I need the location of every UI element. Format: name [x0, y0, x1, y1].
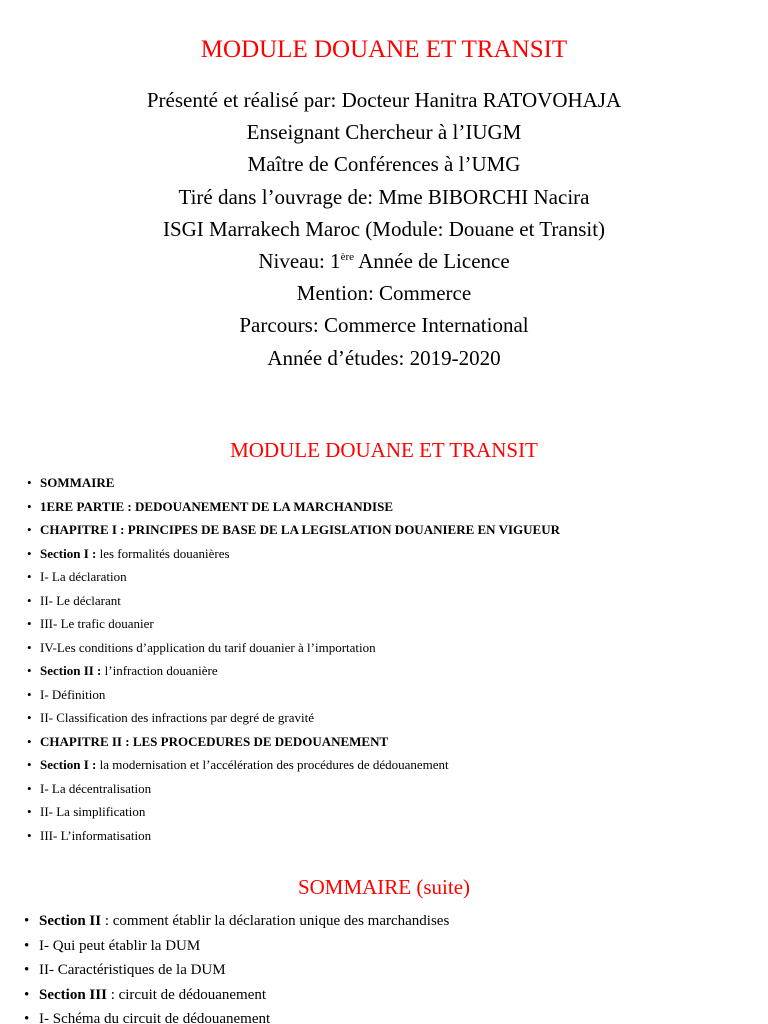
- cover-title: MODULE DOUANE ET TRANSIT: [200, 36, 568, 63]
- list-item: [40, 589, 768, 613]
- list-item: [40, 800, 768, 824]
- list-item-text: II- La simplification: [40, 804, 146, 819]
- list-item: [40, 495, 768, 519]
- summary-title: MODULE DOUANE ET TRANSIT: [230, 438, 538, 462]
- list-item-text: I- La décentralisation: [40, 780, 152, 796]
- list-item: [39, 1007, 768, 1024]
- list-item-text: III- L’informatisation: [40, 827, 152, 843]
- list-item: [40, 683, 768, 707]
- list-item: [40, 753, 768, 777]
- list-item: [39, 934, 768, 959]
- list-item-text: : comment établir la déclaration unique des marchandises: [101, 913, 450, 929]
- list-item-heading: Section I :: [40, 545, 100, 561]
- list-item: [40, 730, 768, 754]
- list-item-heading: CHAPITRE II : LES PROCEDURES DE DEDOUANEMENT: [40, 733, 389, 749]
- list-item: [40, 659, 768, 683]
- level-superscript: ère: [340, 251, 354, 264]
- list-item-heading: Section I :: [40, 757, 100, 772]
- list-item: [40, 706, 768, 730]
- list-item-text: III- Le trafic douanier: [40, 616, 154, 631]
- list-item-heading: CHAPITRE I : PRINCIPES DE BASE DE LA LEGISLATION DOUANIERE EN VIGUEUR: [40, 522, 560, 537]
- list-item-text: les formalités douanières: [99, 545, 230, 561]
- role-line-2: Maître de Conférences à l’UMG: [247, 152, 521, 177]
- summary-list: [0, 471, 768, 847]
- list-item: [40, 471, 768, 495]
- cover-details: [0, 84, 768, 374]
- list-item-heading: SOMMAIRE: [40, 475, 115, 490]
- list-item: [40, 777, 768, 801]
- list-item: [40, 636, 768, 660]
- cover-slide: [0, 34, 768, 374]
- source-line: Tiré dans l’ouvrage de: Mme BIBORCHI Nacira: [178, 184, 590, 209]
- institution-line: ISGI Marrakech Maroc (Module: Douane et Transit): [162, 216, 606, 241]
- list-item-text: I- La déclaration: [40, 569, 127, 584]
- level-prefix: Niveau: 1: [258, 249, 341, 274]
- year-line: Année d’études: 2019-2020: [267, 345, 501, 370]
- list-item: [39, 958, 768, 983]
- list-item-heading: Section II: [39, 913, 102, 929]
- list-item-text: : circuit de dédouanement: [106, 986, 267, 1003]
- list-item: [40, 824, 768, 848]
- list-item-text: IV-Les conditions d’application du tarif douanier à l’importation: [40, 639, 376, 655]
- list-item-heading: 1ERE PARTIE : DEDOUANEMENT DE LA MARCHANDISE: [40, 498, 393, 514]
- parcours-line: Parcours: Commerce International: [239, 313, 529, 338]
- level-line: [0, 245, 768, 277]
- list-item-text: II- Classification des infractions par degré de gravité: [40, 710, 314, 725]
- summary-slide: [0, 436, 768, 847]
- list-item-heading: Section III: [39, 986, 107, 1003]
- list-item: [40, 612, 768, 636]
- list-item-text: l’infraction douanière: [104, 663, 218, 678]
- list-item-text: I- Définition: [40, 686, 106, 702]
- list-item-text: I- Qui peut établir la DUM: [39, 937, 201, 954]
- list-item-text: II- Le déclarant: [40, 592, 121, 608]
- summary-continued-list: [0, 909, 768, 1024]
- summary-continued-title: SOMMAIRE (suite): [297, 875, 471, 899]
- role-line-1: Enseignant Chercheur à l’IUGM: [246, 120, 522, 145]
- mention-line: Mention: Commerce: [296, 281, 472, 306]
- list-item: [40, 518, 768, 542]
- summary-continued-slide: [0, 873, 768, 1024]
- list-item: [40, 565, 768, 589]
- presenter-line: Présenté et réalisé par: Docteur Hanitra RATOVOHAJA: [146, 88, 622, 112]
- list-item: [39, 909, 768, 934]
- list-item-text: la modernisation et l’accélération des procédures de dédouanement: [99, 757, 449, 772]
- level-suffix: Année de Licence: [354, 249, 510, 274]
- list-item-text: I- Schéma du circuit de dédouanement: [39, 1011, 271, 1024]
- list-item-heading: Section II :: [40, 663, 105, 678]
- list-item: [40, 542, 768, 566]
- list-item-text: II- Caractéristiques de la DUM: [39, 962, 226, 978]
- list-item: [39, 983, 768, 1008]
